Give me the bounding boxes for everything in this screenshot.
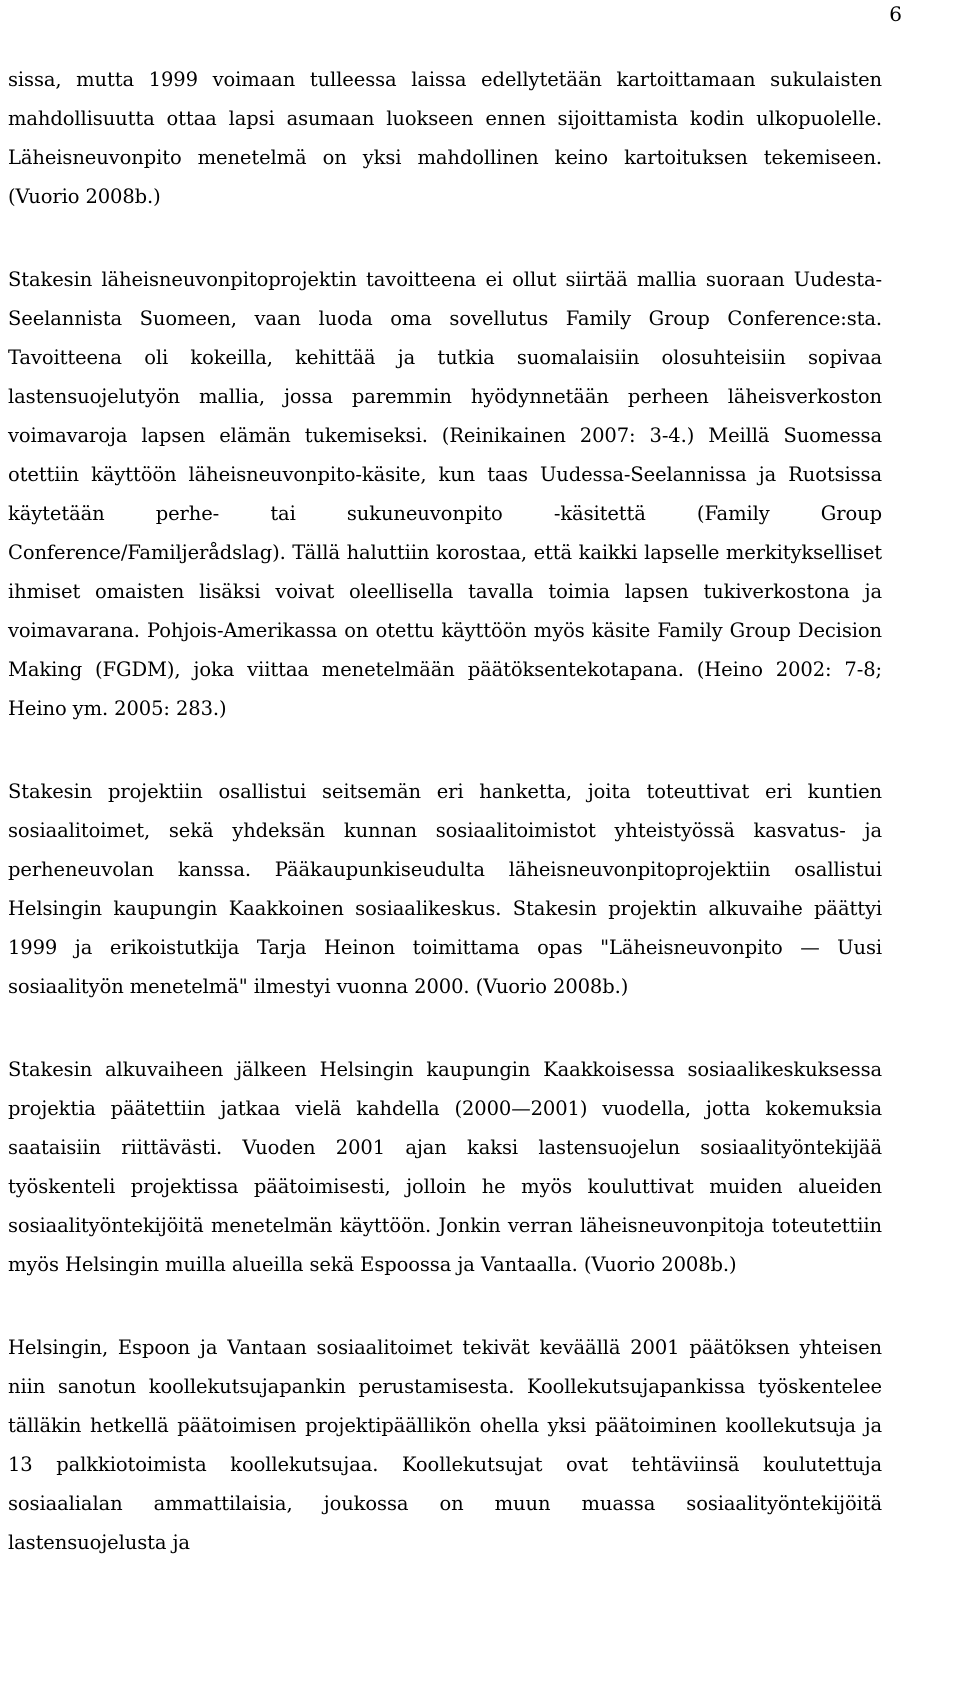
paragraph-5: Helsingin, Espoon ja Vantaan sosiaalitoimet tekivät keväällä 2001 päätöksen yhteisen niin sanotun koollekutsujapankin perustamisesta. Koollekutsujapankissa työskentelee tälläkin hetkellä päätoimisen projektipäällikön ohella yksi päätoiminen koollekutsuja ja 13 palkkiotoimista koollekutsujaa. Koollekutsujat ovat tehtäviinsä koulutettuja sosiaalialan ammattilaisia, joukossa on muun muassa sosiaalityöntekijöitä lastensuojelusta ja: [8, 1336, 882, 1554]
paragraph-1: sissa, mutta 1999 voimaan tulleessa laissa edellytetään kartoittamaan sukulaisten mahdollisuutta ottaa lapsi asumaan luokseen ennen sijoittamista kodin ulkopuolelle. Läheisneuvonpito menetelmä on yksi mahdollinen keino kartoituksen tekemiseen. (Vuorio 2008b.): [8, 68, 882, 208]
paragraph-2: Stakesin läheisneuvonpitoprojektin tavoitteena ei ollut siirtää mallia suoraan Uudesta-Seelannista Suomeen, vaan luoda oma sovellutus Family Group Conference:sta. Tavoitteena oli kokeilla, kehittää ja tutkia suomalaisiin olosuhteisiin sopivaa lastensuojelutyön mallia, jossa paremmin hyödynnetään perheen läheisverkoston voimavaroja lapsen elämän tukemiseksi. (Reinikainen 2007: 3-4.) Meillä Suomessa otettiin käyttöön läheisneuvonpito-käsite, kun taas Uudessa-Seelannissa ja Ruotsissa käytetään perhe- tai sukuneuvonpito -käsitettä (Family Group Conference/Familjerådslag). Tällä haluttiin korostaa, että kaikki lapselle merkitykselliset ihmiset omaisten lisäksi voivat oleellisella tavalla toimia lapsen tukiverkostona ja voimavarana. Pohjois-Amerikassa on otettu käyttöön myös käsite Family Group Decision Making (FGDM), joka viittaa menetelmään päätöksentekotapana. (Heino 2002: 7-8; Heino ym. 2005: 283.): [8, 268, 882, 720]
paragraph-4: Stakesin alkuvaiheen jälkeen Helsingin kaupungin Kaakkoisessa sosiaalikeskuksessa projektia päätettiin jatkaa vielä kahdella (2000—2001) vuodella, jotta kokemuksia saataisiin riittävästi. Vuoden 2001 ajan kaksi lastensuojelun sosiaalityöntekijää työskenteli projektissa päätoimisesti, jolloin he myös kouluttivat muiden alueiden sosiaalityöntekijöitä menetelmän käyttöön. Jonkin verran läheisneuvonpitoja toteutettiin myös Helsingin muilla alueilla sekä Espoossa ja Vantaalla. (Vuorio 2008b.): [8, 1058, 882, 1276]
body-text: [8, 60, 882, 1606]
page-number: 6: [889, 2, 902, 26]
paragraph-3: Stakesin projektiin osallistui seitsemän eri hanketta, joita toteuttivat eri kuntien sosiaalitoimet, sekä yhdeksän kunnan sosiaalitoimistot yhteistyössä kasvatus- ja perheneuvolan kanssa. Pääkaupunkiseudulta läheisneuvonpitoprojektiin osallistui Helsingin kaupungin Kaakkoinen sosiaalikeskus. Stakesin projektin alkuvaihe päättyi 1999 ja erikoistutkija Tarja Heinon toimittama opas "Läheisneuvonpito — Uusi sosiaalityön menetelmä" ilmestyi vuonna 2000. (Vuorio 2008b.): [8, 780, 882, 998]
